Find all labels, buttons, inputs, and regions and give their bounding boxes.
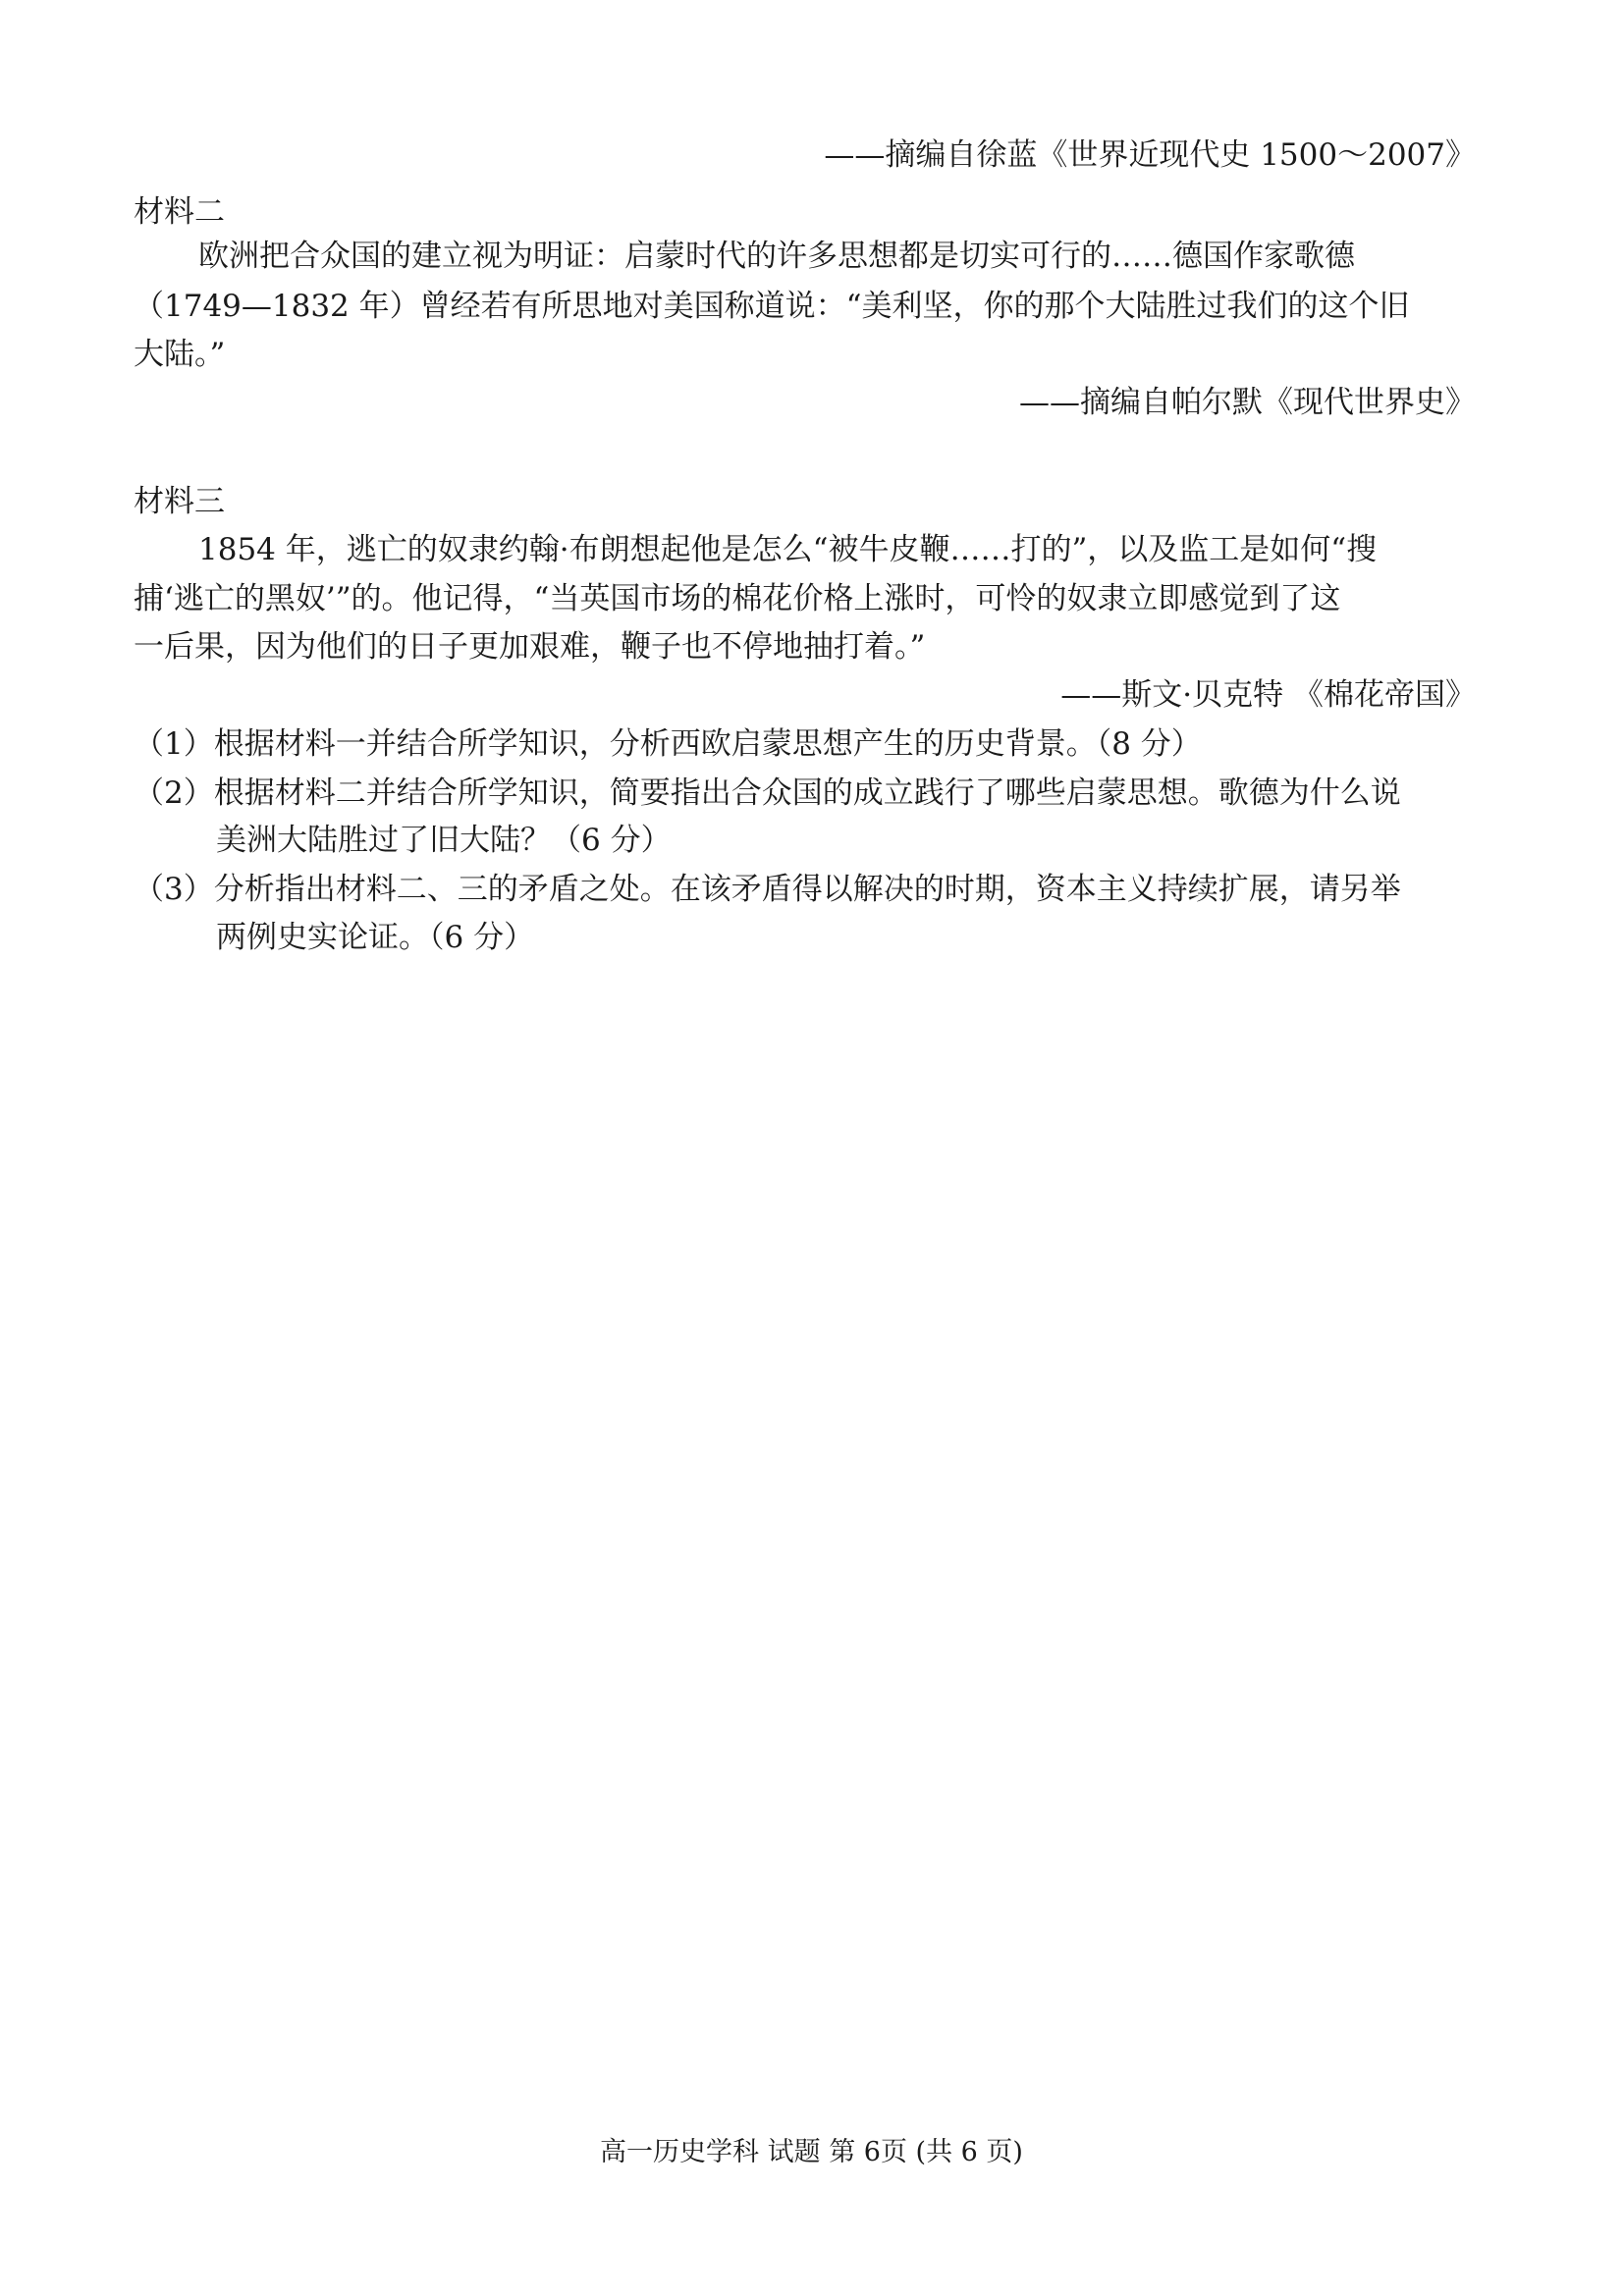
- question-1: （1）根据材料一并结合所学知识，分析西欧启蒙思想产生的历史背景。（8 分）: [134, 726, 1202, 762]
- material2-text-line: 欧洲把合众国的建立视为明证：启蒙时代的许多思想都是切实可行的……德国作家歌德: [198, 239, 1355, 274]
- material1-source: ——摘编自徐蓝《世界近现代史 1500～2007》: [824, 137, 1476, 173]
- material3-text-line: 捕‘逃亡的黑奴’”的。他记得，“当英国市场的棉花价格上涨时，可怜的奴隶立即感觉到了这: [134, 581, 1341, 616]
- material2-text-line: （1749—1832 年）曾经若有所思地对美国称道说：“美利坚，你的那个大陆胜过我们的这个旧: [134, 289, 1410, 324]
- material3-text-line: 一后果，因为他们的日子更加艰难，鞭子也不停地抽打着。”: [134, 629, 926, 665]
- question-3-continued: 两例史实论证。（6 分）: [216, 920, 535, 955]
- page-footer: 高一历史学科 试题 第 6页 (共 6 页): [600, 2137, 1023, 2167]
- material3-source: ——斯文·贝克特 《棉花帝国》: [1060, 677, 1476, 713]
- material2-source: ——摘编自帕尔默《现代世界史》: [1019, 385, 1476, 420]
- material2-text-line: 大陆。”: [134, 337, 226, 372]
- question-2-continued: 美洲大陆胜过了旧大陆？（6 分）: [216, 823, 672, 858]
- material2-heading: 材料二: [134, 194, 225, 230]
- question-3: （3）分析指出材料二、三的矛盾之处。在该矛盾得以解决的时期，资本主义持续扩展，请另举: [134, 872, 1401, 907]
- material3-text-line: 1854 年，逃亡的奴隶约翰·布朗想起他是怎么“被牛皮鞭……打的”，以及监工是如何“搜: [198, 532, 1378, 567]
- material3-heading: 材料三: [134, 484, 225, 519]
- question-2: （2）根据材料二并结合所学知识，简要指出合众国的成立践行了哪些启蒙思想。歌德为什么说: [134, 775, 1401, 811]
